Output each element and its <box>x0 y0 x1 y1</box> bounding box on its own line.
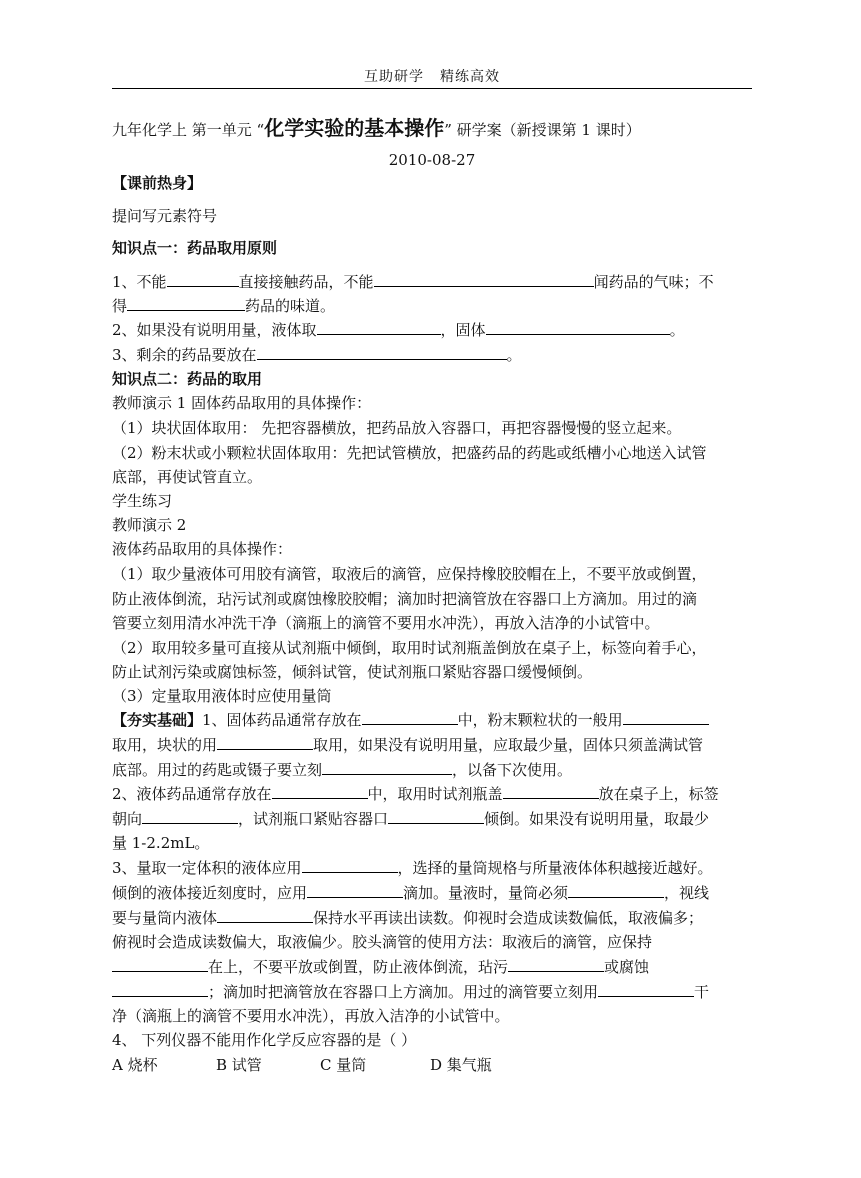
document-title: 九年化学上 第一单元 “化学实验的基本操作” 研学案（新授课第 1 课时） <box>112 116 641 140</box>
kp2-line: （2）取用较多量可直接从试剂瓶中倾倒，取用时试剂瓶盖倒放在桌子上，标签向着手心， <box>112 639 707 657</box>
basics-q3-line-7: 净（滴瓶上的滴管不要用水冲洗），再放入洁净的小试管中。 <box>112 1007 510 1025</box>
kp2-line: 教师演示 1 固体药品取用的具体操作： <box>112 394 372 412</box>
answer-blank[interactable] <box>486 320 670 335</box>
option-d[interactable]: D 集气瓶 <box>430 1056 492 1074</box>
answer-blank[interactable] <box>508 957 604 972</box>
header-right: 精练高效 <box>440 69 500 85</box>
basics-q3-line-1: 3、量取一定体积的液体应用 ，选择的量筒规格与所量液体体积越接近越好。 <box>112 859 713 877</box>
basics-q4-stem: 4、 下列仪器不能用作化学反应容器的是（ ） <box>112 1031 417 1049</box>
answer-blank[interactable] <box>362 710 458 725</box>
answer-blank[interactable] <box>598 982 694 997</box>
basics-q1-line-3: 底部。用过的药匙或镊子要立刻 ，以备下次使用。 <box>112 761 573 779</box>
kp2-line: 防止液体倒流，玷污试剂或腐蚀橡胶胶帽；滴加时把滴管放在容器口上方滴加。用过的滴 <box>112 590 698 608</box>
answer-blank[interactable] <box>568 883 664 898</box>
kp1-line-4: 3、剩余的药品要放在 。 <box>112 346 522 364</box>
answer-blank[interactable] <box>388 809 484 824</box>
answer-blank[interactable] <box>167 272 239 287</box>
kp2-line: 学生练习 <box>112 492 173 510</box>
kp2-line: （3）定量取用液体时应使用量筒 <box>112 687 332 705</box>
header-left: 互助研学 <box>364 69 424 85</box>
answer-blank[interactable] <box>217 908 313 923</box>
basics-q4-options <box>112 1055 752 1076</box>
kp1-line-3: 2、如果没有说明用量，液体取 ，固体 。 <box>112 321 685 339</box>
basics-q3-line-6: ；滴加时把滴管放在容器口上方滴加。用过的滴管要立刻用 干 <box>112 982 752 1003</box>
header-rule <box>112 88 752 89</box>
answer-blank[interactable] <box>127 296 245 311</box>
kp2-line: 管要立刻用清水冲洗干净（滴瓶上的滴管不要用水冲洗），再放入洁净的小试管中。 <box>112 614 660 632</box>
basics-q2-line-2: 朝向 ，试剂瓶口紧贴容器口 倾倒。如果没有说明用量，取最少 <box>112 810 710 828</box>
kp1-heading: 知识点一：药品取用原则 <box>112 239 278 257</box>
basics-q1-line-1: 【夯实基础】1、固体药品通常存放在 中，粉末颗粒状的一般用 <box>112 710 752 731</box>
answer-blank[interactable] <box>322 760 452 775</box>
basics-q3-line-3: 要与量筒内液体 保持水平再读出读数。仰视时会造成读数偏低，取液偏多； <box>112 909 704 927</box>
kp2-line: （2）粉末状或小颗粒状固体取用：先把试管横放，把盛药品的药匙或纸槽小心地送入试管 <box>112 444 707 462</box>
answer-blank[interactable] <box>217 735 313 750</box>
kp2-line: 底部，再使试管直立。 <box>112 468 263 486</box>
kp2-line: 液体药品取用的具体操作： <box>112 540 293 558</box>
answer-blank[interactable] <box>112 982 208 997</box>
answer-blank[interactable] <box>503 784 599 799</box>
basics-q3-line-5: 在上，不要平放或倒置，防止液体倒流，玷污 或腐蚀 <box>112 957 752 978</box>
option-a[interactable]: A 烧杯 <box>112 1056 158 1074</box>
basics-q3-line-4: 俯视时会造成读数偏大，取液偏少。胶头滴管的使用方法：取液后的滴管，应保持 <box>112 933 653 951</box>
kp2-line: 教师演示 2 <box>112 516 187 534</box>
basics-q2-line-3: 量 1-2.2mL。 <box>112 834 210 852</box>
kp2-line: （1）块状固体取用： 先把容器横放，把药品放入容器口，再把容器慢慢的竖立起来。 <box>112 419 682 437</box>
answer-blank[interactable] <box>302 858 398 873</box>
option-b[interactable]: B 试管 <box>216 1056 262 1074</box>
answer-blank[interactable] <box>272 784 368 799</box>
answer-blank[interactable] <box>142 809 238 824</box>
answer-blank[interactable] <box>257 345 507 360</box>
answer-blank[interactable] <box>307 883 403 898</box>
warmup-text: 提问写元素符号 <box>112 207 218 225</box>
kp1-line-2: 得 药品的味道。 <box>112 297 336 315</box>
answer-blank[interactable] <box>112 957 208 972</box>
warmup-heading: 【课前热身】 <box>112 174 203 192</box>
answer-blank[interactable] <box>317 320 441 335</box>
kp2-line: （1）取少量液体可用胶有滴管，取液后的滴管，应保持橡胶胶帽在上，不要平放或倒置， <box>112 565 707 583</box>
kp2-line: 防止试剂污染或腐蚀标签，倾斜试管，使试剂瓶口紧贴容器口缓慢倾倒。 <box>112 663 593 681</box>
kp2-heading: 知识点二：药品的取用 <box>112 370 263 388</box>
answer-blank[interactable] <box>374 272 594 287</box>
basics-q1-line-2: 取用，块状的用 取用，如果没有说明用量，应取最少量，固体只须盖满试管 <box>112 736 704 754</box>
page-header <box>112 66 752 86</box>
option-c[interactable]: C 量筒 <box>320 1056 367 1074</box>
basics-q2-line-1: 2、液体药品通常存放在 中，取用时试剂瓶盖 放在桌子上，标签 <box>112 785 719 803</box>
document-date: 2010-08-27 <box>388 151 476 169</box>
answer-blank[interactable] <box>623 710 709 725</box>
kp1-line-1: 1、不能 直接接触药品，不能 闻药品的气味；不 <box>112 273 714 291</box>
basics-q3-line-2: 倾倒的液体接近刻度时，应用 滴加。量液时，量筒必须 ，视线 <box>112 884 710 902</box>
